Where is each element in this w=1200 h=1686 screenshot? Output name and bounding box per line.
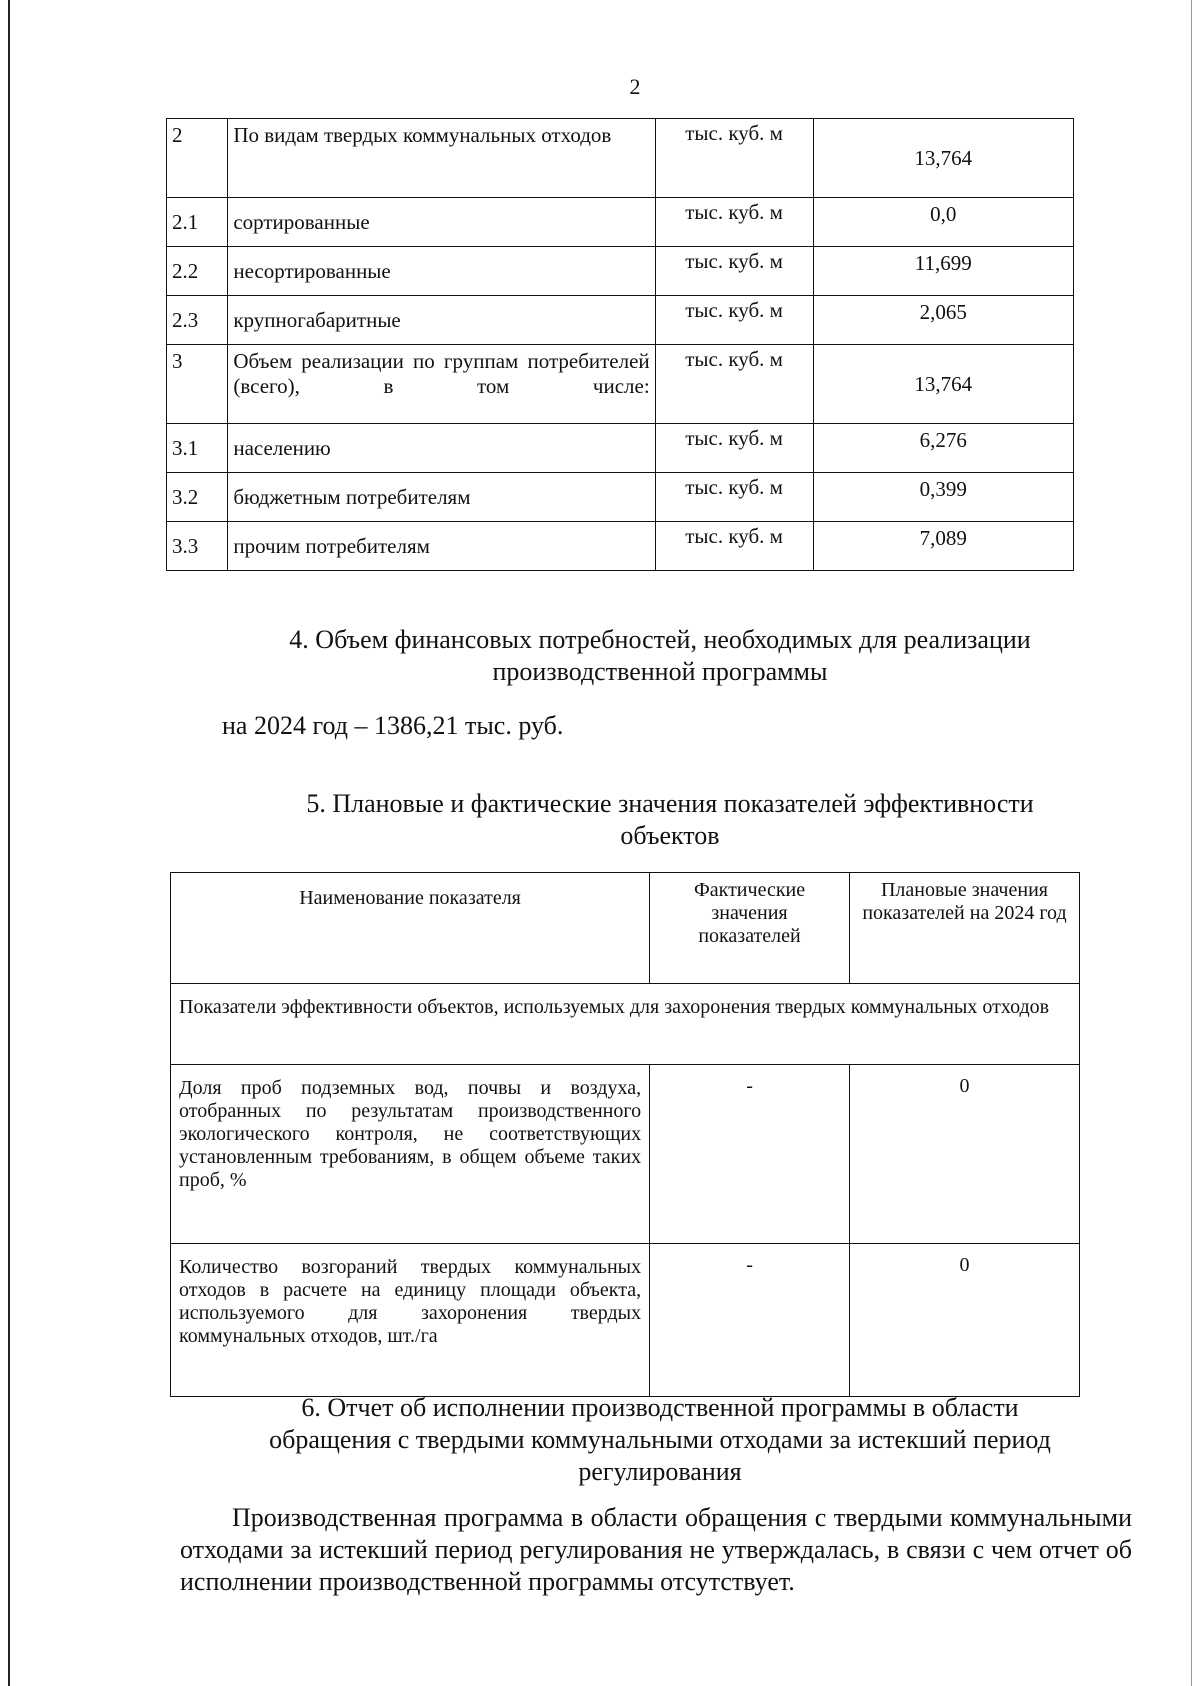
header-indicator-name: Наименование показателя (171, 873, 650, 984)
row-number: 3.3 (167, 522, 228, 571)
row-unit: тыс. куб. м (655, 345, 813, 424)
table-row (171, 1244, 1080, 1397)
page-right-border (1191, 0, 1192, 1686)
table-row (167, 296, 1074, 345)
row-name: прочим потребителям (228, 522, 655, 571)
section-4-text: на 2024 год – 1386,21 тыс. руб. (222, 711, 564, 740)
row-unit: тыс. куб. м (655, 247, 813, 296)
header-actual-values: Фактические значения показателей (650, 873, 850, 984)
row-value: 7,089 (813, 522, 1073, 571)
section-4-title-line1: 4. Объем финансовых потребностей, необходимых для реализации (289, 625, 1031, 654)
row-value: 11,699 (813, 247, 1073, 296)
row-number: 2.1 (167, 198, 228, 247)
row-name: сортированные (228, 198, 655, 247)
section-4-title-line2: производственной программы (492, 657, 828, 686)
row-unit: тыс. куб. м (655, 473, 813, 522)
page-number: 2 (629, 74, 641, 99)
row-value: 0,0 (813, 198, 1073, 247)
row-name: По видам твердых коммунальных отходов (228, 119, 655, 198)
table-row (171, 1065, 1080, 1244)
row-number: 2.3 (167, 296, 228, 345)
table-header-row (171, 873, 1080, 984)
indicator-plan: 0 (849, 1244, 1079, 1397)
indicator-actual: - (650, 1244, 850, 1397)
section-5-title-line2: объектов (620, 821, 720, 850)
table-group-row (171, 984, 1080, 1065)
row-unit: тыс. куб. м (655, 296, 813, 345)
section-6-title (230, 1392, 1090, 1488)
row-value: 2,065 (813, 296, 1073, 345)
row-name: Объем реализации по группам потребителей (всего), в том числе: (228, 345, 655, 424)
row-name: несортированные (228, 247, 655, 296)
section-6-paragraph: Производственная программа в области обращения с твердыми коммунальными отходами за истекший период регулирования не утверждалась, в связи с чем отчет об исполнении производственной программы отсутствует. (180, 1503, 1132, 1596)
row-name: крупногабаритные (228, 296, 655, 345)
table-row (167, 473, 1074, 522)
row-number: 3.1 (167, 424, 228, 473)
row-value: 6,276 (813, 424, 1073, 473)
page-left-border (8, 0, 10, 1686)
table-row (167, 424, 1074, 473)
indicator-actual: - (650, 1065, 850, 1244)
group-row-title: Показатели эффективности объектов, используемых для захоронения твердых коммунальных отходов (171, 984, 1080, 1065)
row-number: 3.2 (167, 473, 228, 522)
section-5-title (250, 788, 1090, 852)
row-number: 2 (167, 119, 228, 198)
section-6-title-line2: обращения с твердыми коммунальными отходами за истекший период (269, 1425, 1051, 1454)
table-row (167, 345, 1074, 424)
row-number: 2.2 (167, 247, 228, 296)
table-row (167, 247, 1074, 296)
row-value: 13,764 (813, 119, 1073, 198)
table-row (167, 119, 1074, 198)
row-unit: тыс. куб. м (655, 424, 813, 473)
indicator-plan: 0 (849, 1065, 1079, 1244)
section-4-title (240, 624, 1080, 688)
efficiency-table (170, 872, 1080, 1397)
row-unit: тыс. куб. м (655, 119, 813, 198)
indicator-name: Доля проб подземных вод, почвы и воздуха, отобранных по результатам производственного экологического контроля, не соответствующих установленным требованиям, в общем объеме таких проб, % (171, 1065, 650, 1244)
section-6-title-line1: 6. Отчет об исполнении производственной программы в области (301, 1393, 1019, 1422)
row-value: 0,399 (813, 473, 1073, 522)
row-name: бюджетным потребителям (228, 473, 655, 522)
row-value: 13,764 (813, 345, 1073, 424)
section-6-title-line3: регулирования (578, 1457, 742, 1486)
table-row (167, 522, 1074, 571)
row-unit: тыс. куб. м (655, 198, 813, 247)
row-number: 3 (167, 345, 228, 424)
header-planned-values: Плановые значения показателей на 2024 год (849, 873, 1079, 984)
row-unit: тыс. куб. м (655, 522, 813, 571)
indicator-name: Количество возгораний твердых коммунальных отходов в расчете на единицу площади объекта, используемого для захоронения твердых коммунальных отходов, шт./га (171, 1244, 650, 1397)
volumes-table (166, 118, 1074, 571)
row-name: населению (228, 424, 655, 473)
section-5-title-line1: 5. Плановые и фактические значения показателей эффективности (306, 789, 1034, 818)
table-row (167, 198, 1074, 247)
